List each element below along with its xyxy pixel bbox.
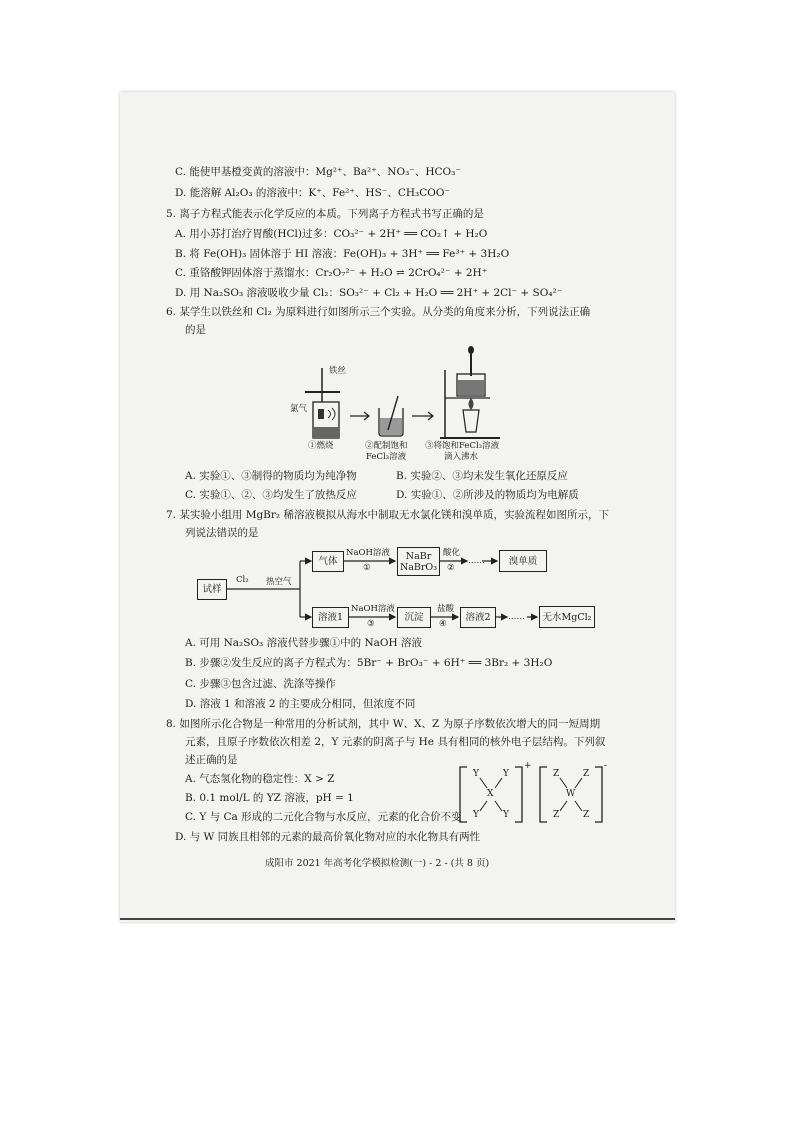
struct-y-br: Y (503, 810, 509, 820)
struct-y-tr: Y (503, 769, 509, 779)
q8-option-a: A. 气态氢化物的稳定性：X > Z (185, 773, 335, 785)
q5-option-c: C. 重铬酸钾固体溶于蒸馏水：Cr₂O₇²⁻ + H₂O ⇌ 2CrO₄²⁻ + 2H⁺ (175, 267, 488, 279)
q6-option-d: D. 实验①、②所涉及的物质均为电解质 (396, 489, 579, 501)
q8-stem-line2: 元素，且原子序数依次相差 2，Y 元素的阴离子与 He 具有相同的核外电子层结构。下列叙 (185, 736, 606, 748)
exp3-label-line1: ③将饱和FeCl₃溶液 (425, 441, 500, 451)
exp2-label-line1: ②配制饱和 (365, 441, 408, 451)
flow-naoh1-label: NaOH溶液 (346, 548, 390, 558)
struct-y-bl: Y (473, 810, 479, 820)
struct-x-center: X (487, 789, 494, 799)
iron-wire-label: 铁丝 (329, 366, 347, 376)
flow-nabro3-text: NaBrO₃ (399, 561, 438, 573)
q6-option-a: A. 实验①、③制得的物质均为纯净物 (185, 470, 357, 482)
flow-dots1: …… (468, 556, 485, 566)
q6-option-c: C. 实验①、②、③均发生了放热反应 (185, 489, 357, 501)
q6-stem-line1: 6. 某学生以铁丝和 Cl₂ 为原料进行如图所示三个实验。从分类的角度来分析，下列说法正确 (166, 306, 591, 318)
struct-plus-charge: + (524, 761, 532, 771)
q6-stem-line2: 的是 (185, 324, 206, 336)
exp1-label: ①燃烧 (308, 441, 334, 451)
flow-precip-text: 沉淀 (404, 612, 424, 623)
flow-naoh2-label: NaOH溶液 (351, 604, 395, 614)
flow-sample-text: 试样 (202, 584, 222, 595)
chlorine-label: 氯气 (290, 404, 308, 414)
q8-stem-line3: 述正确的是 (185, 754, 238, 766)
exp2-label-line2: FeCl₃溶液 (366, 452, 407, 462)
q8-option-b: B. 0.1 mol/L 的 YZ 溶液，pH = 1 (185, 792, 354, 804)
struct-z-br: Z (583, 810, 590, 820)
q8-option-c: C. Y 与 Ca 形成的二元化合物与水反应，元素的化合价不变 (185, 811, 462, 823)
page-footer: 成阳市 2021 年高考化学模拟检测(一) - 2 - (共 8 页) (265, 858, 490, 869)
q6-option-b: B. 实验②、③均未发生氧化还原反应 (396, 470, 568, 482)
flow-acid-label: 酸化 (443, 548, 461, 558)
flow-nabr-text: NaBr (405, 550, 432, 562)
flow-step3-label: ③ (367, 619, 375, 629)
flow-gas-text: 气体 (318, 556, 338, 567)
flow-hot-air-label: 热空气 (266, 577, 292, 587)
q5-stem: 5. 离子方程式能表示化学反应的本质。下列离子方程式书写正确的是 (166, 208, 484, 220)
struct-y-tl: Y (473, 769, 479, 779)
struct-minus-charge: - (604, 761, 608, 771)
flow-cl2-label: Cl₂ (236, 575, 249, 585)
struct-z-tr: Z (583, 769, 590, 779)
struct-z-tl: Z (553, 769, 560, 779)
struct-z-bl: Z (553, 810, 560, 820)
q7-option-c: C. 步骤③包含过滤、洗涤等操作 (185, 678, 336, 690)
flow-br2-text: 溴单质 (508, 555, 538, 567)
flow-step1-label: ① (363, 563, 371, 573)
q5-option-b: B. 将 Fe(OH)₃ 固体溶于 HI 溶液：Fe(OH)₃ + 3H⁺ ══ Fe³⁺ + 3H₂O (175, 248, 510, 260)
flow-sol1-text: 溶液1 (317, 612, 344, 623)
flow-mgcl2-text: 无水MgCl₂ (542, 611, 592, 623)
q7-option-a: A. 可用 Na₂SO₃ 溶液代替步骤①中的 NaOH 溶液 (185, 637, 422, 649)
q5-option-a: A. 用小苏打治疗胃酸(HCl)过多：CO₃²⁻ + 2H⁺ ══ CO₂↑ + H₂O (175, 228, 488, 240)
q7-option-b: B. 步骤②发生反应的离子方程式为：5Br⁻ + BrO₃⁻ + 6H⁺ ══ 3Br₂ + 3H₂O (185, 657, 553, 669)
flow-step4-label: ④ (439, 619, 447, 629)
q5-option-d: D. 用 Na₂SO₃ 溶液吸收少量 Cl₂：SO₃²⁻ + Cl₂ + H₂O ══ 2H⁺ + 2Cl⁻ + SO₄²⁻ (175, 287, 563, 299)
q7-option-d: D. 溶液 1 和溶液 2 的主要成分相同，但浓度不同 (185, 698, 416, 710)
q4-option-c: C. 能使甲基橙变黄的溶液中：Mg²⁺、Ba²⁺、NO₃⁻、HCO₃⁻ (175, 166, 461, 178)
q7-stem-line1: 7. 某实验小组用 MgBr₂ 稀溶液模拟从海水中制取无水氯化镁和溴单质，实验流程如图所示，下 (166, 509, 609, 521)
q8-option-d: D. 与 W 同族且相邻的元素的最高价氧化物对应的水化物具有两性 (175, 831, 481, 843)
struct-w-center: W (566, 789, 576, 799)
exp3-label-line2: 滴入沸水 (444, 452, 479, 462)
q4-option-d: D. 能溶解 Al₂O₃ 的溶液中：K⁺、Fe²⁺、HS⁻、CH₃COO⁻ (175, 187, 451, 199)
flow-sol2-text: 溶液2 (465, 612, 491, 623)
flow-hcl-label: 盐酸 (437, 604, 455, 614)
flow-dots2: …… (508, 612, 525, 622)
q8-stem-line1: 8. 如图所示化合物是一种常用的分析试剂，其中 W、X、Z 为原子序数依次增大的同一短周期 (166, 718, 601, 730)
flow-step2-label: ② (447, 563, 455, 573)
q7-stem-line2: 列说法错误的是 (185, 527, 259, 539)
